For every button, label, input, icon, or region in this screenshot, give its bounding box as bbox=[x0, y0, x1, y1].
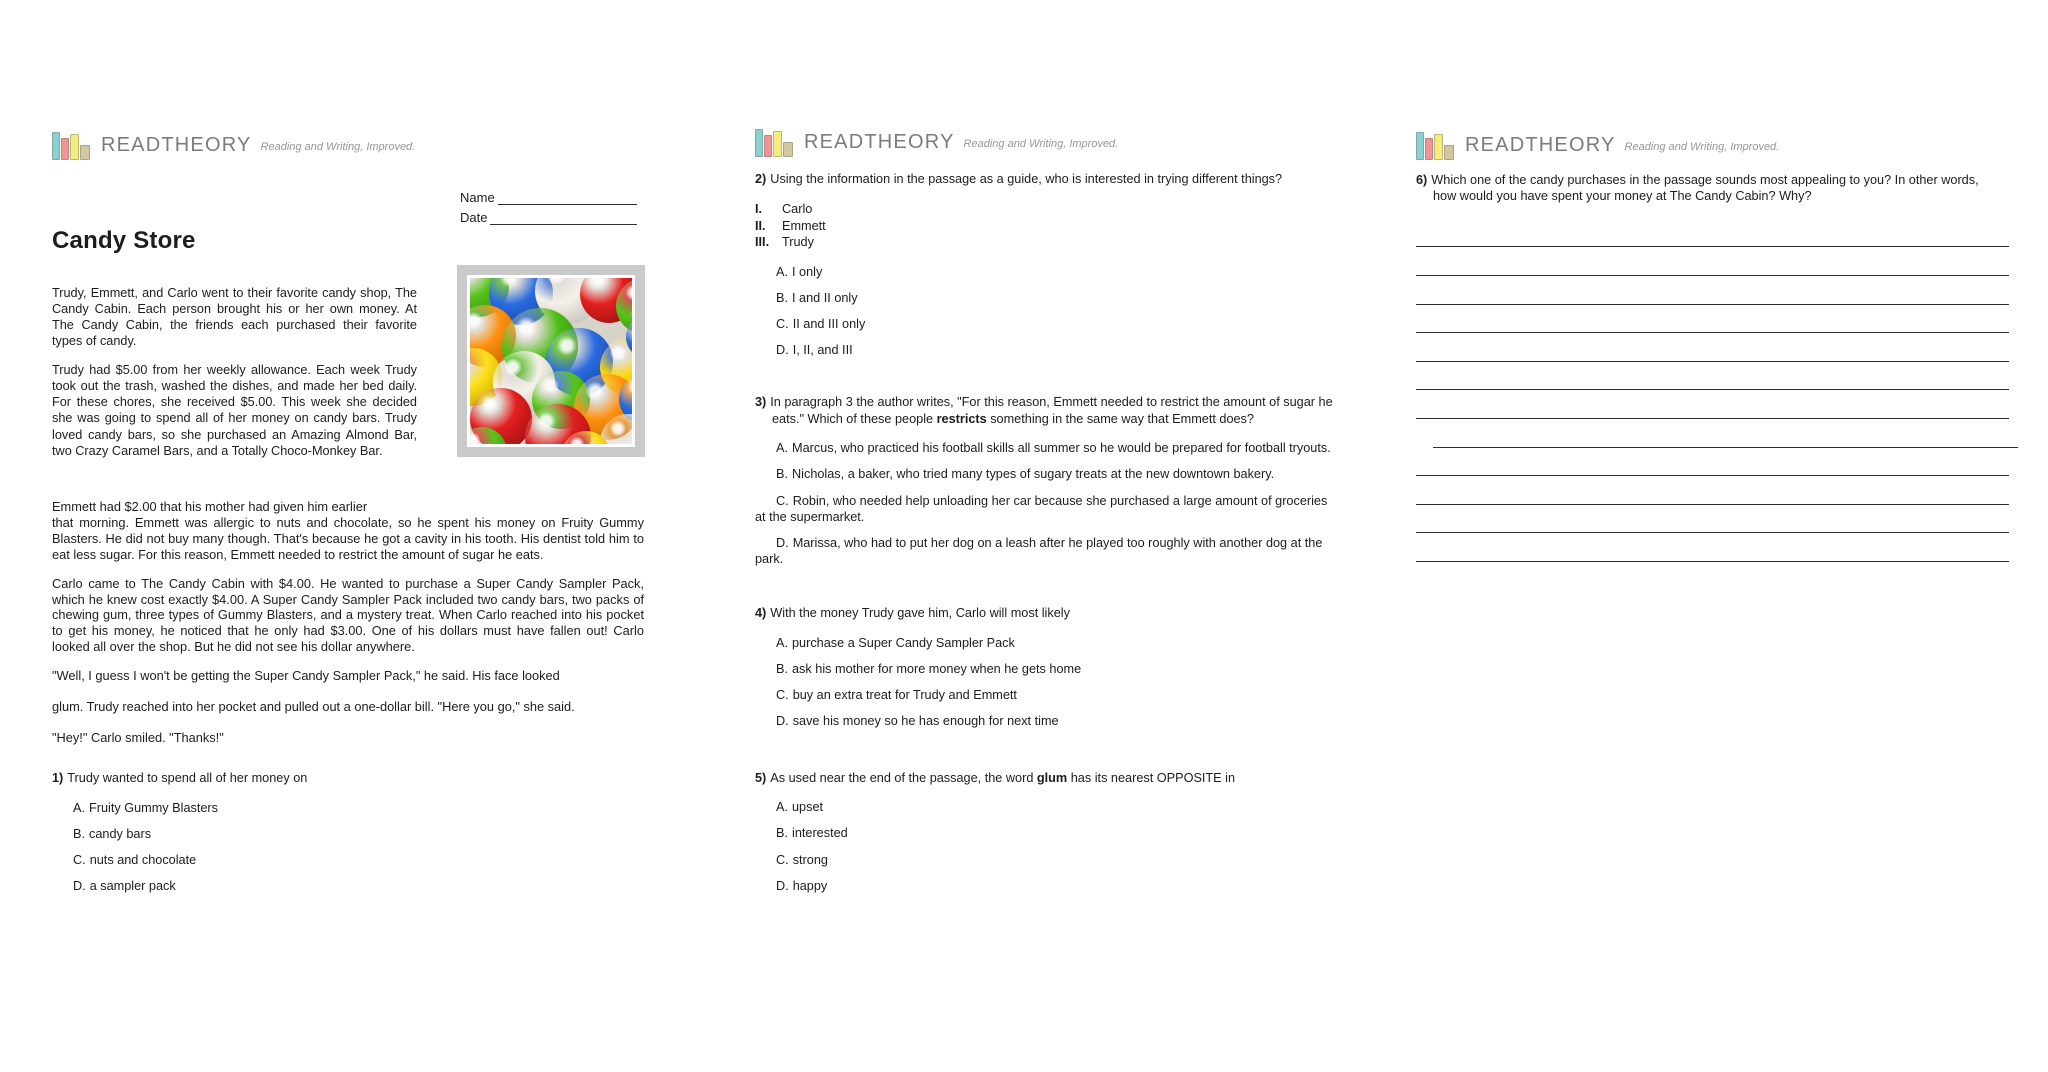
option-letter: A. bbox=[73, 800, 85, 815]
question-text: 6) Which one of the candy purchases in the passage sounds most appealing to you? In other words, how would you have spent your money at The Candy Cabin? Why? bbox=[1416, 173, 1979, 204]
question-4 bbox=[755, 605, 1361, 729]
answer-option[interactable] bbox=[755, 687, 1361, 703]
answer-writing-line[interactable] bbox=[1416, 276, 2009, 305]
readtheory-tagline: Reading and Writing, Improved. bbox=[1624, 141, 1780, 153]
option-letter: B. bbox=[73, 826, 85, 841]
option-letter: D. bbox=[776, 343, 789, 358]
question-text: 4) With the money Trudy gave him, Carlo will most likely bbox=[755, 606, 1070, 621]
logo-bar bbox=[783, 142, 793, 157]
option-text: Nicholas, a baker, who tried many types of sugary treats at the new downtown bakery. bbox=[792, 467, 1275, 482]
passage-paragraph: Trudy, Emmett, and Carlo went to their favorite candy shop, The Candy Cabin. Each person brought his or her own money. At The Candy Cabin, the friends each purchased their favorite types of candy. bbox=[52, 285, 417, 349]
option-letter: C. bbox=[73, 852, 86, 867]
question-2 bbox=[755, 171, 1359, 358]
logo-bar bbox=[1434, 134, 1443, 160]
answer-writing-line[interactable] bbox=[1416, 448, 2009, 477]
answer-options bbox=[755, 635, 1361, 730]
worksheet-page-2 bbox=[755, 125, 1361, 1025]
option-text: buy an extra treat for Trudy and Emmett bbox=[792, 688, 1017, 703]
option-text: ask his mother for more money when he gets home bbox=[792, 662, 1082, 677]
option-text: Robin, who needed help unloading her car because she purchased a large amount of groceries at the supermarket. bbox=[755, 493, 1328, 524]
option-letter: B. bbox=[776, 826, 788, 841]
answer-option[interactable] bbox=[755, 466, 1337, 482]
question-text: 2) Using the information in the passage as a guide, who is interested in trying different things? bbox=[755, 172, 1283, 186]
roman-numeral: II. bbox=[755, 218, 766, 233]
option-letter: B. bbox=[776, 290, 788, 305]
readtheory-logo-icon bbox=[755, 127, 794, 157]
roman-numeral: I. bbox=[755, 202, 763, 217]
question-number: 3) bbox=[755, 395, 767, 410]
answer-writing-line[interactable] bbox=[1416, 305, 2009, 334]
readtheory-wordmark: READTHEORY bbox=[1465, 134, 1616, 156]
readtheory-wordmark: READTHEORY bbox=[804, 131, 955, 153]
roman-list-item bbox=[755, 234, 1359, 250]
answer-option[interactable] bbox=[755, 852, 1361, 868]
gumballs-photo bbox=[470, 278, 632, 444]
logo-bar bbox=[1444, 145, 1454, 160]
option-text: upset bbox=[792, 800, 824, 815]
option-letter: D. bbox=[776, 878, 789, 893]
answer-option[interactable] bbox=[755, 825, 1361, 841]
passage-paragraph: Carlo came to The Candy Cabin with $4.00. He wanted to purchase a Super Candy Sampler Pack, which he knew cost exactly $4.00. A Super Candy Sampler Pack included two candy bars, two packs of chewing gum, three types of Gummy Blasters, and a mystery treat. When Carlo reached into his pocket to get his money, he noticed that he only had $3.00. One of his dollars must have fallen out! Carlo looked all over the shop. But he did not see his dollar anywhere. bbox=[52, 575, 644, 655]
roman-list-item bbox=[755, 201, 1359, 217]
option-text: interested bbox=[792, 826, 848, 841]
readtheory-logo-icon bbox=[1416, 130, 1455, 160]
logo-bar bbox=[764, 135, 772, 157]
roman-numeral: III. bbox=[755, 235, 770, 250]
name-input-line[interactable] bbox=[498, 190, 637, 205]
passage-paragraph: "Well, I guess I won't be getting the Super Candy Sampler Pack," he said. His face looked bbox=[52, 668, 560, 684]
answer-option[interactable] bbox=[755, 290, 1359, 306]
answer-option[interactable] bbox=[755, 713, 1361, 729]
answer-writing-lines bbox=[1416, 219, 2009, 562]
answer-option[interactable] bbox=[755, 661, 1361, 677]
answer-writing-line[interactable] bbox=[1433, 419, 2018, 448]
readtheory-wordmark: READTHEORY bbox=[101, 134, 252, 156]
passage-paragraph: Trudy had $5.00 from her weekly allowance. Each week Trudy took out the trash, washed the dishes, and made her bed daily. For these chores, she received $5.00. This week she decided she was going to spend all of her money on candy bars. Trudy loved candy bars, so she purchased an Amazing Almond Bar, two Crazy Caramel Bars, and a Totally Choco-Monkey Bar. bbox=[52, 362, 417, 458]
answer-option[interactable] bbox=[52, 826, 645, 842]
logo-bar bbox=[80, 145, 90, 160]
answer-writing-line[interactable] bbox=[1416, 333, 2009, 362]
question-number: 1) bbox=[52, 771, 64, 786]
answer-option[interactable] bbox=[755, 493, 1337, 525]
photo-frame bbox=[457, 265, 645, 457]
question-number: 5) bbox=[755, 770, 767, 785]
roman-text: Carlo bbox=[782, 202, 813, 217]
logo-bar bbox=[773, 131, 782, 157]
option-text: II and III only bbox=[792, 317, 866, 332]
answer-option[interactable] bbox=[755, 635, 1361, 651]
date-input-line[interactable] bbox=[490, 210, 637, 225]
answer-option[interactable] bbox=[755, 342, 1359, 358]
answer-options bbox=[52, 800, 645, 895]
question-5 bbox=[755, 770, 1361, 894]
readtheory-tagline: Reading and Writing, Improved. bbox=[963, 138, 1119, 150]
roman-list bbox=[755, 201, 1359, 250]
answer-options bbox=[755, 799, 1361, 894]
option-text: strong bbox=[792, 852, 828, 867]
date-label: Date bbox=[460, 210, 488, 225]
logo-bar bbox=[52, 132, 60, 160]
option-text: Fruity Gummy Blasters bbox=[89, 800, 219, 815]
date-field bbox=[460, 210, 637, 225]
option-text: happy bbox=[792, 878, 828, 893]
answer-option[interactable] bbox=[755, 799, 1361, 815]
option-letter: A. bbox=[776, 800, 788, 815]
answer-writing-line[interactable] bbox=[1416, 505, 2009, 534]
answer-writing-line[interactable] bbox=[1416, 247, 2009, 276]
passage-paragraph: "Hey!" Carlo smiled. "Thanks!" bbox=[52, 730, 224, 746]
question-3 bbox=[755, 394, 1337, 567]
answer-option[interactable] bbox=[52, 878, 645, 894]
logo-bar bbox=[1425, 138, 1433, 160]
option-letter: D. bbox=[73, 879, 86, 894]
readtheory-logo bbox=[52, 128, 645, 166]
worksheet-page-3 bbox=[1416, 128, 2018, 828]
answer-option[interactable] bbox=[755, 316, 1359, 332]
logo-bar bbox=[61, 138, 69, 160]
answer-option[interactable] bbox=[755, 878, 1361, 894]
logo-bar bbox=[1416, 132, 1424, 160]
answer-writing-line[interactable] bbox=[1416, 476, 2009, 505]
readtheory-logo bbox=[1416, 128, 2018, 166]
worksheet-page-1 bbox=[52, 128, 645, 1028]
answer-option[interactable] bbox=[755, 440, 1337, 456]
option-letter: D. bbox=[776, 714, 789, 729]
question-text: 3) In paragraph 3 the author writes, "For this reason, Emmett needed to restrict the amount of sugar he eats." Which of these people restricts something in the same way that Emmett does? bbox=[755, 395, 1333, 426]
option-letter: A. bbox=[776, 441, 788, 456]
answer-option[interactable] bbox=[755, 264, 1359, 280]
passage-paragraph: Emmett had $2.00 that his mother had given him earlier that morning. Emmett was allergic to nuts and chocolate, so he spent his money on Fruity Gummy Blasters. He did not buy many though. That's because he got a cavity in his tooth. His dentist told him to eat less sugar. For this reason, Emmett needed to restrict the amount of sugar he eats. bbox=[52, 499, 644, 562]
readtheory-logo-icon bbox=[52, 130, 91, 160]
option-text: candy bars bbox=[89, 826, 152, 841]
readtheory-logo bbox=[755, 125, 1361, 163]
answer-option[interactable] bbox=[52, 852, 645, 868]
answer-options bbox=[755, 440, 1337, 567]
answer-option[interactable] bbox=[755, 535, 1337, 567]
answer-writing-line[interactable] bbox=[1416, 533, 2009, 562]
passage-paragraph: glum. Trudy reached into her pocket and pulled out a one-dollar bill. "Here you go," she said. bbox=[52, 699, 575, 715]
option-letter: B. bbox=[776, 662, 788, 677]
question-1 bbox=[52, 770, 645, 894]
logo-bar bbox=[755, 129, 763, 157]
answer-option[interactable] bbox=[52, 800, 645, 816]
name-label: Name bbox=[460, 190, 495, 205]
roman-list-item bbox=[755, 218, 1359, 234]
option-letter: C. bbox=[776, 493, 789, 508]
name-field bbox=[460, 190, 637, 205]
option-letter: C. bbox=[776, 852, 789, 867]
option-text: a sampler pack bbox=[89, 879, 176, 894]
option-text: I only bbox=[792, 264, 823, 279]
option-text: save his money so he has enough for next time bbox=[792, 714, 1059, 729]
option-letter: A. bbox=[776, 635, 788, 650]
option-text: Marissa, who had to put her dog on a leash after he played too roughly with another dog at the park. bbox=[755, 536, 1323, 567]
answer-writing-line[interactable] bbox=[1416, 219, 2009, 248]
question-6 bbox=[1416, 172, 1984, 205]
question-text: 5) As used near the end of the passage, the word glum has its nearest OPPOSITE in bbox=[755, 770, 1236, 785]
passage-title: Candy Store bbox=[52, 227, 196, 254]
option-text: purchase a Super Candy Sampler Pack bbox=[792, 635, 1015, 650]
passage-continued bbox=[52, 499, 645, 904]
readtheory-tagline: Reading and Writing, Improved. bbox=[260, 141, 416, 153]
question-text: 1) Trudy wanted to spend all of her money on bbox=[52, 771, 308, 786]
option-letter: D. bbox=[776, 536, 789, 551]
answer-options bbox=[755, 264, 1359, 359]
roman-text: Emmett bbox=[782, 218, 826, 233]
logo-bar bbox=[70, 134, 79, 160]
option-text: Marcus, who practiced his football skills all summer so he would be prepared for football tryouts. bbox=[792, 441, 1331, 456]
option-text: nuts and chocolate bbox=[89, 852, 197, 867]
option-letter: C. bbox=[776, 317, 789, 332]
question-number: 2) bbox=[755, 172, 767, 186]
answer-writing-line[interactable] bbox=[1416, 390, 2009, 419]
question-number: 4) bbox=[755, 606, 767, 621]
question-number: 6) bbox=[1416, 173, 1428, 187]
option-text: I, II, and III bbox=[792, 343, 853, 358]
option-letter: B. bbox=[776, 467, 788, 482]
name-date-block bbox=[460, 190, 637, 230]
answer-writing-line[interactable] bbox=[1416, 362, 2009, 391]
option-text: I and II only bbox=[792, 290, 858, 305]
option-letter: A. bbox=[776, 264, 788, 279]
roman-text: Trudy bbox=[782, 235, 814, 250]
option-letter: C. bbox=[776, 688, 789, 703]
